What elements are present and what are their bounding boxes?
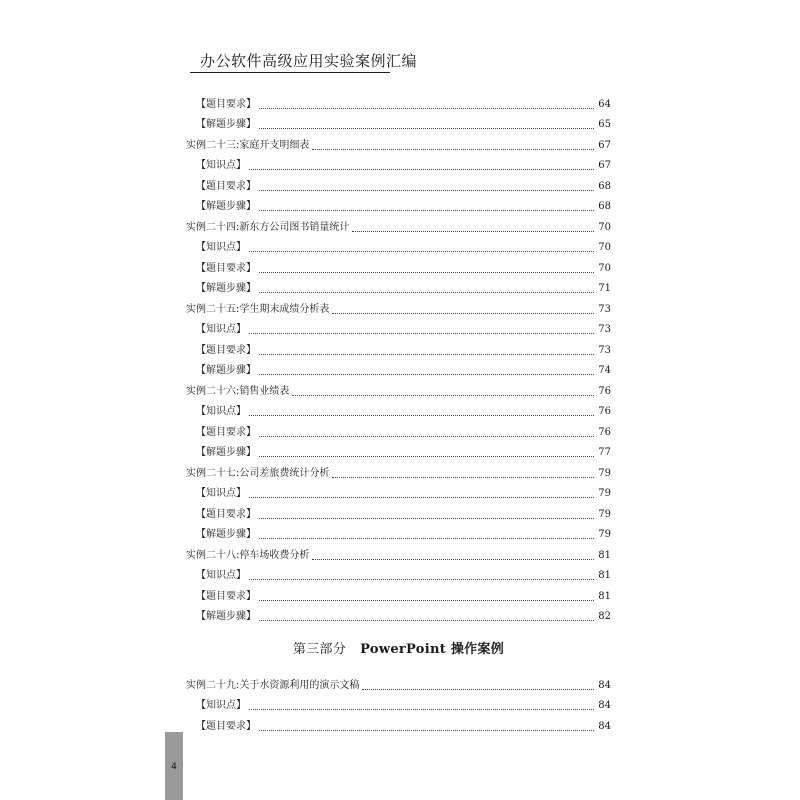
dot-leader [249,332,594,334]
toc-subitem [186,275,611,296]
dot-leader [259,291,594,293]
toc-label: 【题目要求】 [196,98,256,110]
toc-page-number: 68 [598,180,611,192]
toc-label: 【知识点】 [196,160,246,171]
toc-subitem [186,172,611,193]
dot-leader [292,394,594,396]
dot-leader [259,189,594,191]
toc-label: 【知识点】 [196,488,246,499]
dot-leader [352,230,594,232]
toc-label: 【题目要求】 [196,426,256,438]
toc-page-number: 81 [598,590,611,602]
toc-label: 【题目要求】 [196,590,256,602]
toc-subitem [186,562,611,583]
toc-page-number: 67 [598,139,611,151]
dot-leader [332,312,594,314]
toc-page-number: 65 [598,119,611,130]
dot-leader [259,435,594,437]
section-part-label: 第三部分 [292,641,347,657]
dot-leader [249,496,594,498]
toc-page-number: 84 [598,720,611,732]
dot-leader [259,107,594,109]
book-title: 办公软件高级应用实验案例汇编 [200,52,418,70]
toc-page-number: 84 [598,700,611,711]
dot-leader [312,558,594,560]
toc-page-number: 81 [598,549,611,561]
toc-label: 【解题步骤】 [196,201,256,212]
dot-leader [312,148,594,150]
section-name: PowerPoint 操作案例 [360,641,505,657]
toc-page-number: 70 [598,242,611,253]
toc-page-number: 79 [598,467,611,479]
toc-page-number: 76 [598,385,611,397]
toc-subitem [186,480,611,501]
dot-leader [259,127,594,129]
toc-label: 【解题步骤】 [196,529,256,540]
toc-label: 实例二十四:新东方公司图书销量统计 [186,221,350,233]
dot-leader [249,708,594,710]
toc-subitem [186,234,611,255]
dot-leader [259,455,594,457]
toc-entry [186,541,611,562]
toc-label: 【解题步骤】 [196,611,256,622]
dot-leader [259,537,594,539]
toc-page-number: 82 [598,611,611,622]
toc-subitem [186,316,611,337]
toc-entry [186,671,611,692]
toc-label: 实例二十六:销售业绩表 [186,385,290,397]
page-number: 4 [171,762,177,772]
dot-leader [259,619,594,621]
toc-page-number: 79 [598,529,611,540]
toc-subitem [186,357,611,378]
toc-label: 【解题步骤】 [196,365,256,376]
toc-label: 实例二十五:学生期末成绩分析表 [186,303,330,315]
toc-label: 【解题步骤】 [196,119,256,130]
toc-page-number: 76 [598,406,611,417]
dot-leader [249,414,594,416]
toc-page-number: 81 [598,570,611,581]
toc-page-number: 79 [598,508,611,520]
page-number-tab [165,732,183,800]
toc-list-spreadsheet-cases [186,90,611,623]
toc-subitem [186,500,611,521]
toc-label: 【题目要求】 [196,344,256,356]
toc-subitem [186,90,611,111]
dot-leader [362,688,594,690]
toc-subitem [186,418,611,439]
toc-label: 实例二十八:停车场收费分析 [186,549,310,561]
toc-label: 【解题步骤】 [196,447,256,458]
dot-leader [332,476,594,478]
toc-page-number: 70 [598,221,611,233]
toc-page-number: 73 [598,324,611,335]
table-of-contents [186,90,611,733]
toc-entry [186,459,611,480]
dot-leader [249,578,594,580]
toc-label: 【题目要求】 [196,508,256,520]
toc-page-number: 79 [598,488,611,499]
toc-page-number: 71 [598,283,611,294]
toc-subitem [186,336,611,357]
toc-label: 【知识点】 [196,406,246,417]
toc-page-number: 64 [598,98,611,110]
dot-leader [249,168,594,170]
toc-subitem [186,582,611,603]
dot-leader [259,373,594,375]
toc-page-number: 67 [598,160,611,171]
toc-label: 实例二十七:公司差旅费统计分析 [186,467,330,479]
toc-subitem [186,712,611,733]
toc-page-number: 74 [598,365,611,376]
toc-page-number: 70 [598,262,611,274]
section-heading [186,623,611,671]
toc-subitem [186,439,611,460]
toc-page-number: 68 [598,201,611,212]
toc-label: 【知识点】 [196,324,246,335]
toc-label: 实例二十九:关于水资源利用的演示文稿 [186,679,360,691]
toc-entry [186,377,611,398]
toc-entry [186,131,611,152]
toc-page-number: 73 [598,303,611,315]
dot-leader [249,250,594,252]
toc-subitem [186,603,611,624]
toc-label: 【知识点】 [196,700,246,711]
dot-leader [259,209,594,211]
toc-subitem [186,692,611,713]
toc-label: 【题目要求】 [196,262,256,274]
toc-label: 【知识点】 [196,570,246,581]
dot-leader [259,517,594,519]
toc-label: 实例二十三:家庭开支明细表 [186,139,310,151]
dot-leader [259,599,594,601]
toc-page-number: 76 [598,426,611,438]
toc-page-number: 84 [598,679,611,691]
toc-subitem [186,521,611,542]
toc-subitem [186,111,611,132]
toc-entry [186,213,611,234]
toc-entry [186,295,611,316]
toc-page-number: 77 [598,447,611,458]
dot-leader [259,353,594,355]
toc-subitem [186,193,611,214]
toc-label: 【知识点】 [196,242,246,253]
toc-subitem [186,152,611,173]
toc-label: 【题目要求】 [196,180,256,192]
toc-label: 【题目要求】 [196,720,256,732]
toc-label: 【解题步骤】 [196,283,256,294]
running-header [190,50,418,73]
toc-list-powerpoint-cases [186,671,611,733]
toc-subitem [186,398,611,419]
toc-page-number: 73 [598,344,611,356]
dot-leader [259,729,594,731]
toc-subitem [186,254,611,275]
dot-leader [259,271,594,273]
